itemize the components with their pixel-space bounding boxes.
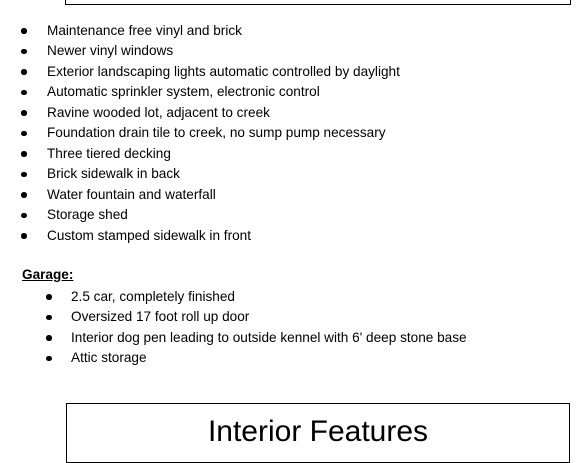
bullet-icon xyxy=(21,90,27,96)
bullet-icon xyxy=(21,213,27,219)
list-item-text: Foundation drain tile to creek, no sump pump necessary xyxy=(47,125,386,140)
bullet-icon xyxy=(21,151,27,157)
list-item-text: Storage shed xyxy=(47,207,128,222)
list-item-text: Custom stamped sidewalk in front xyxy=(47,227,251,243)
bullet-icon xyxy=(21,131,27,137)
bullet-icon xyxy=(21,28,27,34)
list-item-text: Ravine wooded lot, adjacent to creek xyxy=(47,104,270,120)
bullet-icon xyxy=(46,335,52,341)
list-item-text: Attic storage xyxy=(71,350,147,365)
list-item-text: Water fountain and waterfall xyxy=(47,186,216,202)
bullet-icon xyxy=(21,172,27,178)
bullet-icon xyxy=(46,356,52,362)
list-item-text: Maintenance free vinyl and brick xyxy=(47,22,242,38)
list-item-text: Oversized 17 foot roll up door xyxy=(71,309,250,324)
list-item-text: Newer vinyl windows xyxy=(47,43,174,58)
bullet-icon xyxy=(21,192,27,198)
bullet-icon xyxy=(21,69,27,75)
list-item-text: Exterior landscaping lights automatic controlled by daylight xyxy=(47,63,400,79)
interior-features-title: Interior Features xyxy=(207,415,429,448)
interior-features-title-box xyxy=(66,403,570,463)
list-item-text: Automatic sprinkler system, electronic control xyxy=(47,84,320,99)
list-item-text: 2.5 car, completely finished xyxy=(71,288,235,304)
list-item-text: Interior dog pen leading to outside kennel with 6' deep stone base xyxy=(71,329,467,345)
section-title-box-top xyxy=(65,0,571,5)
bullet-icon xyxy=(46,294,52,300)
list-item-text: Three tiered decking xyxy=(47,145,171,161)
garage-heading: Garage: xyxy=(22,267,74,282)
bullet-icon xyxy=(21,233,27,239)
bullet-icon xyxy=(46,315,52,321)
bullet-icon xyxy=(21,49,27,55)
list-item-text: Brick sidewalk in back xyxy=(47,166,180,181)
bullet-icon xyxy=(21,110,27,116)
